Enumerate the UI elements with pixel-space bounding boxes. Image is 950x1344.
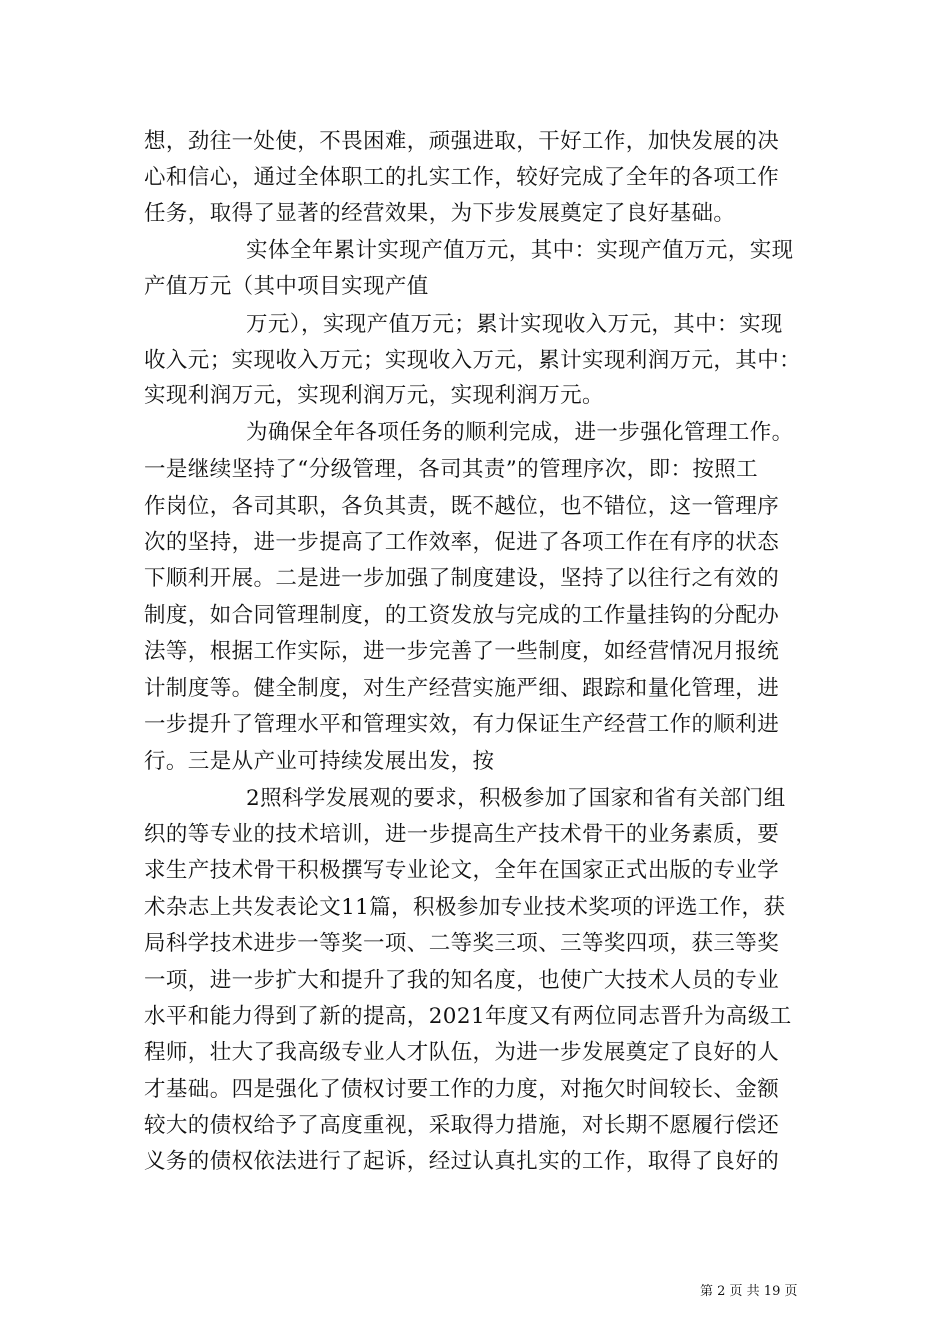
text-line: 较大的债权给予了高度重视，采取得力措施，对长期不愿履行偿还 [144,1113,780,1138]
text-line: 织的等专业的技术培训，进一步提高生产技术骨干的业务素质，要 [144,822,780,847]
text-line: 术杂志上共发表论文11篇，积极参加专业技术奖项的评选工作，获 [144,895,786,920]
text-line: 义务的债权依法进行了起诉，经过认真扎实的工作，取得了良好的 [144,1149,780,1174]
text-line: 局科学技术进步一等奖一项、二等奖三项、三等奖四项，获三等奖 [144,931,780,956]
text-line: 为确保全年各项任务的顺利完成，进一步强化管理工作。 [246,420,794,445]
text-line: 一项，进一步扩大和提升了我的知名度，也使广大技术人员的专业 [144,968,780,993]
text-line: 一步提升了管理水平和管理实效，有力保证生产经营工作的顺利进 [144,712,780,737]
text-line: 实现利润万元，实现利润万元，实现利润万元。 [144,383,604,408]
text-line: 万元），实现产值万元；累计实现收入万元，其中：实现 [246,312,783,337]
text-line: 水平和能力得到了新的提高，2021年度又有两位同志晋升为高级工 [144,1004,792,1029]
text-line: 2照科学发展观的要求，积极参加了国家和省有关部门组 [246,786,786,811]
text-line: 一是继续坚持了“分级管理，各司其责”的管理序次，即：按照工 [144,457,759,482]
text-line: 才基础。四是强化了债权讨要工作的力度，对拖欠时间较长、金额 [144,1077,780,1102]
text-line: 实体全年累计实现产值万元，其中：实现产值万元，实现 [246,238,794,263]
text-line: 制度，如合同管理制度，的工资发放与完成的工作量挂钩的分配办 [144,603,780,628]
text-line: 想，劲往一处使，不畏困难，顽强进取，干好工作，加快发展的决 [144,129,780,154]
text-line: 求生产技术骨干积极撰写专业论文，全年在国家正式出版的专业学 [144,858,780,883]
text-line: 次的坚持，进一步提高了工作效率，促进了各项工作在有序的状态 [144,530,780,555]
page-number-footer: 第 2 页 共 19 页 [700,1284,798,1299]
text-line: 程师，壮大了我高级专业人才队伍，为进一步发展奠定了良好的人 [144,1040,780,1065]
text-line: 计制度等。健全制度，对生产经营实施严细、跟踪和量化管理，进 [144,676,780,701]
text-line: 作岗位，各司其职，各负其责，既不越位，也不错位，这一管理序 [144,494,780,519]
text-line: 产值万元（其中项目实现产值 [144,274,429,299]
text-line: 法等，根据工作实际，进一步完善了一些制度，如经营情况月报统 [144,639,780,664]
text-line: 任务，取得了显著的经营效果，为下步发展奠定了良好基础。 [144,201,736,226]
text-line: 行。三是从产业可持续发展出发，按 [144,749,495,774]
text-line: 心和信心，通过全体职工的扎实工作，较好完成了全年的各项工作 [144,165,780,190]
text-line: 下顺利开展。二是进一步加强了制度建设，坚持了以往行之有效的 [144,566,780,591]
text-line: 收入元；实现收入万元；实现收入万元，累计实现利润万元，其中： [144,348,802,373]
